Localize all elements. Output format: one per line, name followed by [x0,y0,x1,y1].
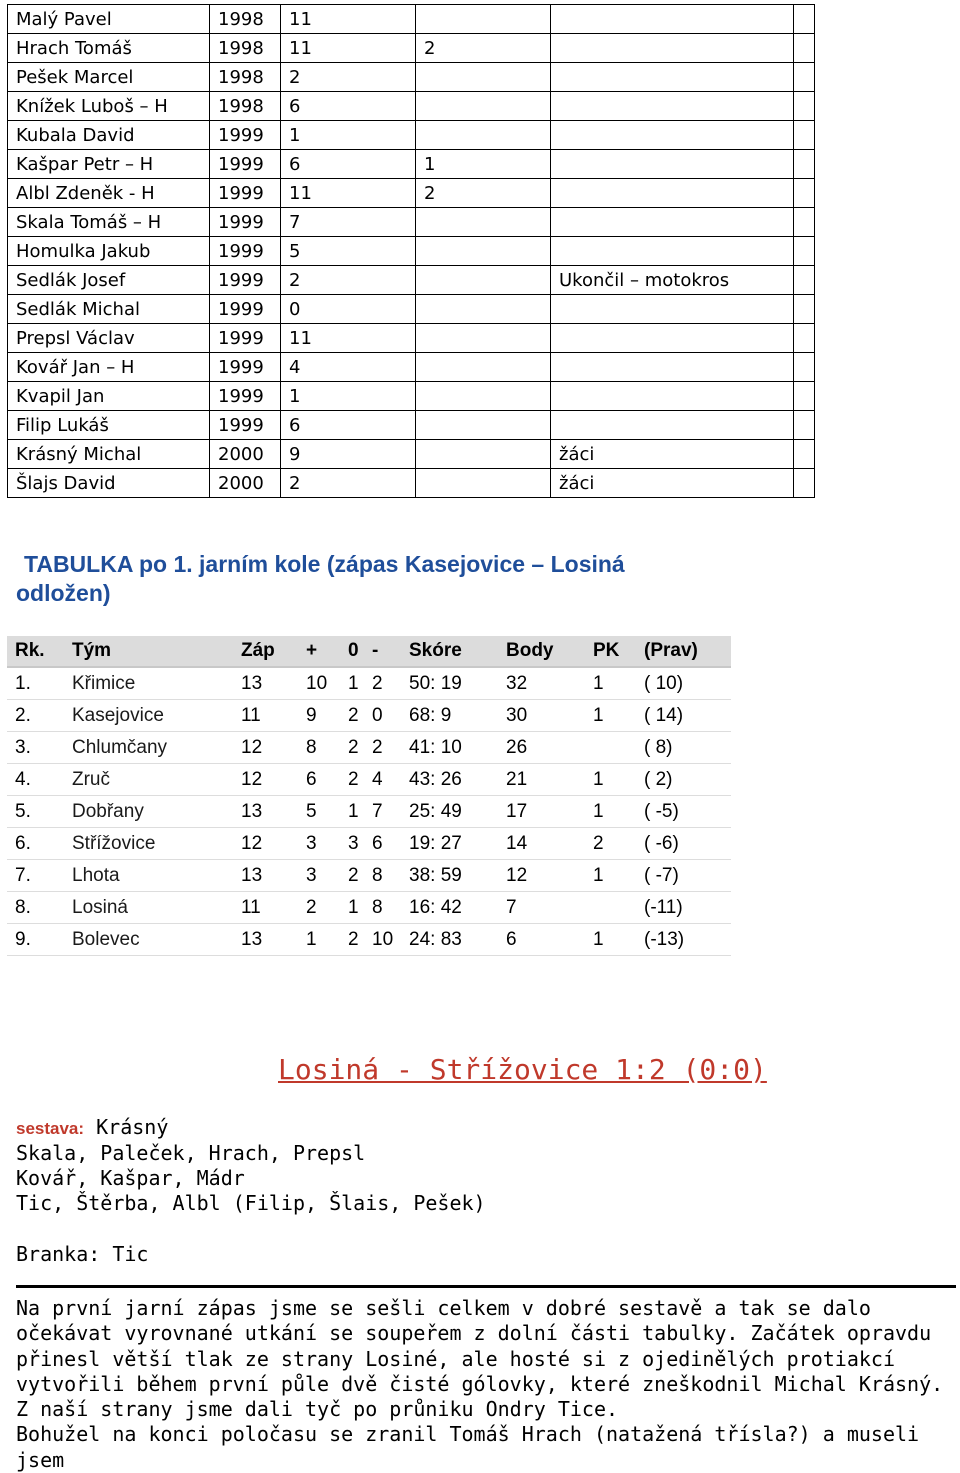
team-cell: Křimice [64,667,233,700]
prav-cell: ( 8) [636,732,731,764]
player-name-cell: Sedlák Josef [8,266,210,295]
matches-cell: 12 [233,764,298,796]
pk-cell: 1 [585,924,636,956]
pk-cell [585,732,636,764]
wins-cell: 8 [298,732,340,764]
note-cell [551,121,794,150]
wins-cell: 3 [298,860,340,892]
rank-cell: 2. [7,700,64,732]
team-cell: Losiná [64,892,233,924]
birth-year-cell: 1999 [210,266,281,295]
rank-cell: 8. [7,892,64,924]
birth-year-cell: 1998 [210,5,281,34]
matches-cell: 1 [281,382,416,411]
lineup-label: sestava: [16,1119,85,1138]
rank-cell: 5. [7,796,64,828]
player-row [8,179,815,208]
player-row [8,150,815,179]
draws-cell: 2 [340,732,364,764]
empty-cell [794,382,815,411]
matches-cell: 9 [281,440,416,469]
goals-cell [416,237,551,266]
report-paragraph: Na první jarní zápas jsme se sešli celkem v dobré sestavě a tak se dalo očekávat vyrovnané utkání se soupeřem z dolní části tabulky. Začátek opravdu přinesl větší tlak ze strany Losiné, ale hosté si z ojedinělých protiakcí vytvořili během první půle dvě čisté gólovky, které zneškodnil Michal Krásný. Z naší strany jsme dali tyč po průniku Ondry Tice. [16,1296,944,1422]
empty-cell [794,179,815,208]
matches-cell: 6 [281,150,416,179]
team-cell: Lhota [64,860,233,892]
matches-cell: 2 [281,266,416,295]
points-cell: 14 [498,828,585,860]
standings-title [16,550,716,608]
standings-title-line1: TABULKA po 1. jarním kole (zápas Kasejovice – Losiná [24,551,625,577]
pk-cell [585,892,636,924]
note-cell [551,5,794,34]
matches-cell: 13 [233,860,298,892]
matches-cell: 0 [281,295,416,324]
draws-cell: 1 [340,667,364,700]
prav-cell: ( 14) [636,700,731,732]
empty-cell [794,150,815,179]
goals-cell [416,121,551,150]
note-cell [551,34,794,63]
score-cell: 43: 26 [401,764,498,796]
empty-cell [794,92,815,121]
standings-header-row [7,636,731,667]
header-score: Skóre [401,636,498,667]
score-cell: 24: 83 [401,924,498,956]
header-team: Tým [64,636,233,667]
player-name-cell: Kašpar Petr – H [8,150,210,179]
prav-cell: ( -7) [636,860,731,892]
points-cell: 30 [498,700,585,732]
pk-cell: 1 [585,860,636,892]
lineup [16,1115,486,1216]
standings-row [7,700,731,732]
wins-cell: 10 [298,667,340,700]
score-cell: 16: 42 [401,892,498,924]
player-row [8,324,815,353]
player-row [8,382,815,411]
team-cell: Zruč [64,764,233,796]
pk-cell: 1 [585,796,636,828]
matches-cell: 13 [233,796,298,828]
player-name-cell: Malý Pavel [8,5,210,34]
header-pk: PK [585,636,636,667]
player-row [8,411,815,440]
player-stats-table [7,4,815,498]
birth-year-cell: 2000 [210,440,281,469]
matches-cell: 2 [281,469,416,498]
standings-row [7,860,731,892]
wins-cell: 5 [298,796,340,828]
player-row [8,237,815,266]
birth-year-cell: 1999 [210,324,281,353]
points-cell: 6 [498,924,585,956]
goals-cell [416,411,551,440]
player-name-cell: Skala Tomáš – H [8,208,210,237]
team-cell: Chlumčany [64,732,233,764]
points-cell: 17 [498,796,585,828]
losses-cell: 6 [364,828,401,860]
birth-year-cell: 1999 [210,150,281,179]
goals-cell: 1 [416,150,551,179]
player-name-cell: Hrach Tomáš [8,34,210,63]
birth-year-cell: 1999 [210,295,281,324]
standings-table [7,636,731,956]
empty-cell [794,237,815,266]
points-cell: 26 [498,732,585,764]
lineup-first-line [16,1115,486,1141]
empty-cell [794,5,815,34]
pk-cell: 2 [585,828,636,860]
wins-cell: 9 [298,700,340,732]
note-cell: Ukončil – motokros [551,266,794,295]
goals-cell: 2 [416,34,551,63]
birth-year-cell: 1998 [210,34,281,63]
wins-cell: 6 [298,764,340,796]
empty-cell [794,469,815,498]
rank-cell: 1. [7,667,64,700]
player-name-cell: Kovář Jan – H [8,353,210,382]
standings-title-line2: odložen) [16,580,111,606]
player-name-cell: Krásný Michal [8,440,210,469]
wins-cell: 2 [298,892,340,924]
birth-year-cell: 2000 [210,469,281,498]
goals-cell: 2 [416,179,551,208]
note-cell [551,382,794,411]
standings-row [7,924,731,956]
player-name-cell: Šlajs David [8,469,210,498]
matches-cell: 6 [281,411,416,440]
prav-cell: ( -5) [636,796,731,828]
losses-cell: 7 [364,796,401,828]
player-name-cell: Pešek Marcel [8,63,210,92]
goals-cell [416,324,551,353]
note-cell [551,92,794,121]
note-cell [551,295,794,324]
header-losses: - [364,636,401,667]
empty-cell [794,266,815,295]
prav-cell: (-13) [636,924,731,956]
player-row [8,469,815,498]
goals-cell [416,295,551,324]
standings-row [7,828,731,860]
empty-cell [794,411,815,440]
goals-cell [416,382,551,411]
matches-cell: 13 [233,667,298,700]
draws-cell: 2 [340,924,364,956]
header-rank: Rk. [7,636,64,667]
header-matches: Záp [233,636,298,667]
header-wins: + [298,636,340,667]
header-draws: 0 [340,636,364,667]
goals-cell [416,92,551,121]
prav-cell: ( -6) [636,828,731,860]
player-row [8,92,815,121]
goals-cell [416,63,551,92]
player-row [8,34,815,63]
birth-year-cell: 1999 [210,237,281,266]
standings-row [7,892,731,924]
matches-cell: 13 [233,924,298,956]
draws-cell: 2 [340,860,364,892]
player-row [8,5,815,34]
note-cell [551,353,794,382]
player-row [8,266,815,295]
standings-row [7,796,731,828]
birth-year-cell: 1998 [210,92,281,121]
rank-cell: 6. [7,828,64,860]
rank-cell: 3. [7,732,64,764]
lineup-attack: Tic, Štěrba, Albl (Filip, Šlais, Pešek) [16,1191,486,1215]
note-cell [551,237,794,266]
player-name-cell: Sedlák Michal [8,295,210,324]
empty-cell [794,295,815,324]
score-cell: 25: 49 [401,796,498,828]
standings-row [7,667,731,700]
losses-cell: 8 [364,860,401,892]
score-cell: 19: 27 [401,828,498,860]
standings-row [7,732,731,764]
score-cell: 68: 9 [401,700,498,732]
pk-cell: 1 [585,764,636,796]
rank-cell: 4. [7,764,64,796]
losses-cell: 8 [364,892,401,924]
rank-cell: 9. [7,924,64,956]
draws-cell: 2 [340,700,364,732]
player-name-cell: Filip Lukáš [8,411,210,440]
score-cell: 50: 19 [401,667,498,700]
empty-cell [794,121,815,150]
losses-cell: 2 [364,732,401,764]
note-cell: žáci [551,469,794,498]
birth-year-cell: 1999 [210,353,281,382]
empty-cell [794,208,815,237]
lineup-midfield: Kovář, Kašpar, Mádr [16,1166,245,1190]
player-name-cell: Knížek Luboš – H [8,92,210,121]
goals-cell [416,469,551,498]
draws-cell: 2 [340,764,364,796]
empty-cell [794,34,815,63]
header-prav: (Prav) [636,636,731,667]
matches-cell: 6 [281,92,416,121]
goals-cell [416,266,551,295]
goals-cell [416,353,551,382]
player-name-cell: Prepsl Václav [8,324,210,353]
team-cell: Kasejovice [64,700,233,732]
empty-cell [794,63,815,92]
score-cell: 38: 59 [401,860,498,892]
goals-cell [416,208,551,237]
match-title: Losiná - Střížovice 1:2 (0:0) [278,1053,767,1086]
player-name-cell: Albl Zdeněk - H [8,179,210,208]
birth-year-cell: 1999 [210,121,281,150]
wins-cell: 1 [298,924,340,956]
player-row [8,63,815,92]
points-cell: 12 [498,860,585,892]
birth-year-cell: 1999 [210,411,281,440]
points-cell: 21 [498,764,585,796]
matches-cell: 11 [281,324,416,353]
draws-cell: 1 [340,796,364,828]
lineup-defense: Skala, Paleček, Hrach, Prepsl [16,1141,366,1165]
goals-cell [416,440,551,469]
player-name-cell: Homulka Jakub [8,237,210,266]
player-name-cell: Kubala David [8,121,210,150]
rank-cell: 7. [7,860,64,892]
pk-cell: 1 [585,700,636,732]
prav-cell: ( 10) [636,667,731,700]
points-cell: 32 [498,667,585,700]
lineup-goalkeeper: Krásný [96,1115,169,1139]
divider [16,1285,956,1288]
player-name-cell: Kvapil Jan [8,382,210,411]
birth-year-cell: 1998 [210,63,281,92]
note-cell [551,63,794,92]
team-cell: Střížovice [64,828,233,860]
player-row [8,440,815,469]
note-cell [551,150,794,179]
birth-year-cell: 1999 [210,208,281,237]
player-row [8,295,815,324]
empty-cell [794,353,815,382]
note-cell [551,179,794,208]
matches-cell: 11 [233,700,298,732]
matches-cell: 2 [281,63,416,92]
note-cell [551,411,794,440]
matches-cell: 12 [233,732,298,764]
matches-cell: 7 [281,208,416,237]
losses-cell: 4 [364,764,401,796]
matches-cell: 4 [281,353,416,382]
draws-cell: 1 [340,892,364,924]
match-report [16,1296,956,1473]
wins-cell: 3 [298,828,340,860]
note-cell: žáci [551,440,794,469]
matches-cell: 5 [281,237,416,266]
birth-year-cell: 1999 [210,382,281,411]
draws-cell: 3 [340,828,364,860]
note-cell [551,208,794,237]
matches-cell: 11 [233,892,298,924]
birth-year-cell: 1999 [210,179,281,208]
matches-cell: 12 [233,828,298,860]
keeper-line: Branka: Tic [16,1242,149,1266]
player-row [8,121,815,150]
report-paragraph: Bohužel na konci poločasu se zranil Tomáš Hrach (natažená tříslа?) a museli jsem [16,1422,920,1472]
losses-cell: 2 [364,667,401,700]
prav-cell: ( 2) [636,764,731,796]
team-cell: Dobřany [64,796,233,828]
header-points: Body [498,636,585,667]
player-row [8,353,815,382]
score-cell: 41: 10 [401,732,498,764]
pk-cell: 1 [585,667,636,700]
empty-cell [794,440,815,469]
matches-cell: 11 [281,5,416,34]
goals-cell [416,5,551,34]
points-cell: 7 [498,892,585,924]
matches-cell: 11 [281,179,416,208]
prav-cell: (-11) [636,892,731,924]
standings-row [7,764,731,796]
team-cell: Bolevec [64,924,233,956]
note-cell [551,324,794,353]
losses-cell: 10 [364,924,401,956]
empty-cell [794,324,815,353]
losses-cell: 0 [364,700,401,732]
matches-cell: 11 [281,34,416,63]
player-row [8,208,815,237]
matches-cell: 1 [281,121,416,150]
